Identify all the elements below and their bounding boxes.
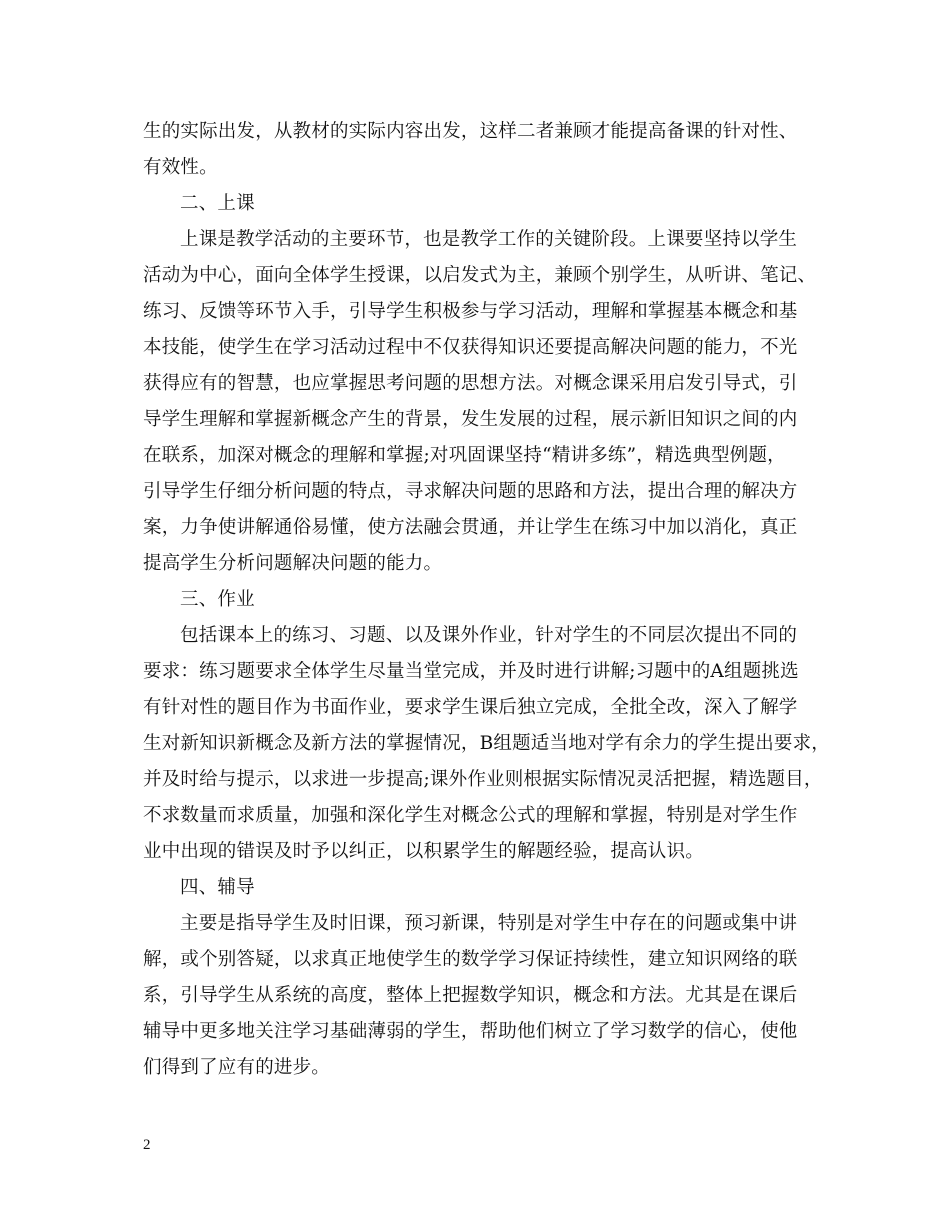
text-line: 有针对性的题目作为书面作业，要求学生课后独立完成，全批全改，深入了解学 [143, 697, 798, 718]
text-line: 在联系，加深对概念的理解和掌握;对巩固课坚持“精讲多练”，精选典型例题， [143, 445, 786, 466]
section-heading-tutoring: 四、辅导 [180, 877, 255, 898]
text-line: 业中出现的错误及时予以纠正，以积累学生的解题经验，提高认识。 [143, 841, 705, 862]
text-line: 案，力争使讲解通俗易懂，使方法融会贯通，并让学生在练习中加以消化，真正 [143, 517, 798, 538]
page-number: 2 [143, 1137, 151, 1153]
text-line: 生对新知识新概念及新方法的掌握情况，B组题适当地对学有余力的学生提出要求， [143, 733, 830, 754]
text-line: 不求数量而求质量，加强和深化学生对概念公式的理解和掌握，特别是对学生作 [143, 805, 798, 826]
text-line: 提高学生分析问题解决问题的能力。 [143, 553, 443, 574]
text-line: 系，引导学生从系统的高度，整体上把握数学知识，概念和方法。尤其是在课后 [143, 985, 798, 1006]
text-line: 包括课本上的练习、习题、以及课外作业，针对学生的不同层次提出不同的 [180, 625, 798, 646]
text-line: 解，或个别答疑，以求真正地使学生的数学学习保证持续性，建立知识网络的联 [143, 949, 798, 970]
text-line: 要求：练习题要求全体学生尽量当堂完成，并及时进行讲解;习题中的A组题挑选 [143, 661, 799, 682]
text-line: 导学生理解和掌握新概念产生的背景，发生发展的过程，展示新旧知识之间的内 [143, 409, 798, 430]
text-line: 上课是教学活动的主要环节，也是教学工作的关键阶段。上课要坚持以学生 [180, 229, 798, 250]
text-line: 活动为中心，面向全体学生授课，以启发式为主，兼顾个别学生，从听讲、笔记、 [143, 265, 817, 286]
text-line: 引导学生仔细分析问题的特点，寻求解决问题的思路和方法，提出合理的解决方 [143, 481, 798, 502]
text-line: 本技能，使学生在学习活动过程中不仅获得知识还要提高解决问题的能力，不光 [143, 337, 798, 358]
text-line: 主要是指导学生及时旧课，预习新课，特别是对学生中存在的问题或集中讲 [180, 913, 798, 934]
text-line: 有效性。 [143, 157, 218, 178]
text-line: 练习、反馈等环节入手，引导学生积极参与学习活动，理解和掌握基本概念和基 [143, 301, 798, 322]
text-line: 辅导中更多地关注学习基础薄弱的学生，帮助他们树立了学习数学的信心，使他 [143, 1021, 798, 1042]
section-heading-class: 二、上课 [180, 193, 255, 214]
text-line: 生的实际出发，从教材的实际内容出发，这样二者兼顾才能提高备课的针对性、 [143, 121, 798, 142]
text-line: 们得到了应有的进步。 [143, 1057, 331, 1078]
section-heading-homework: 三、作业 [180, 589, 255, 610]
text-line: 获得应有的智慧，也应掌握思考问题的思想方法。对概念课采用启发引导式，引 [143, 373, 798, 394]
text-line: 并及时给与提示，以求进一步提高;课外作业则根据实际情况灵活把握，精选题目， [143, 769, 823, 790]
